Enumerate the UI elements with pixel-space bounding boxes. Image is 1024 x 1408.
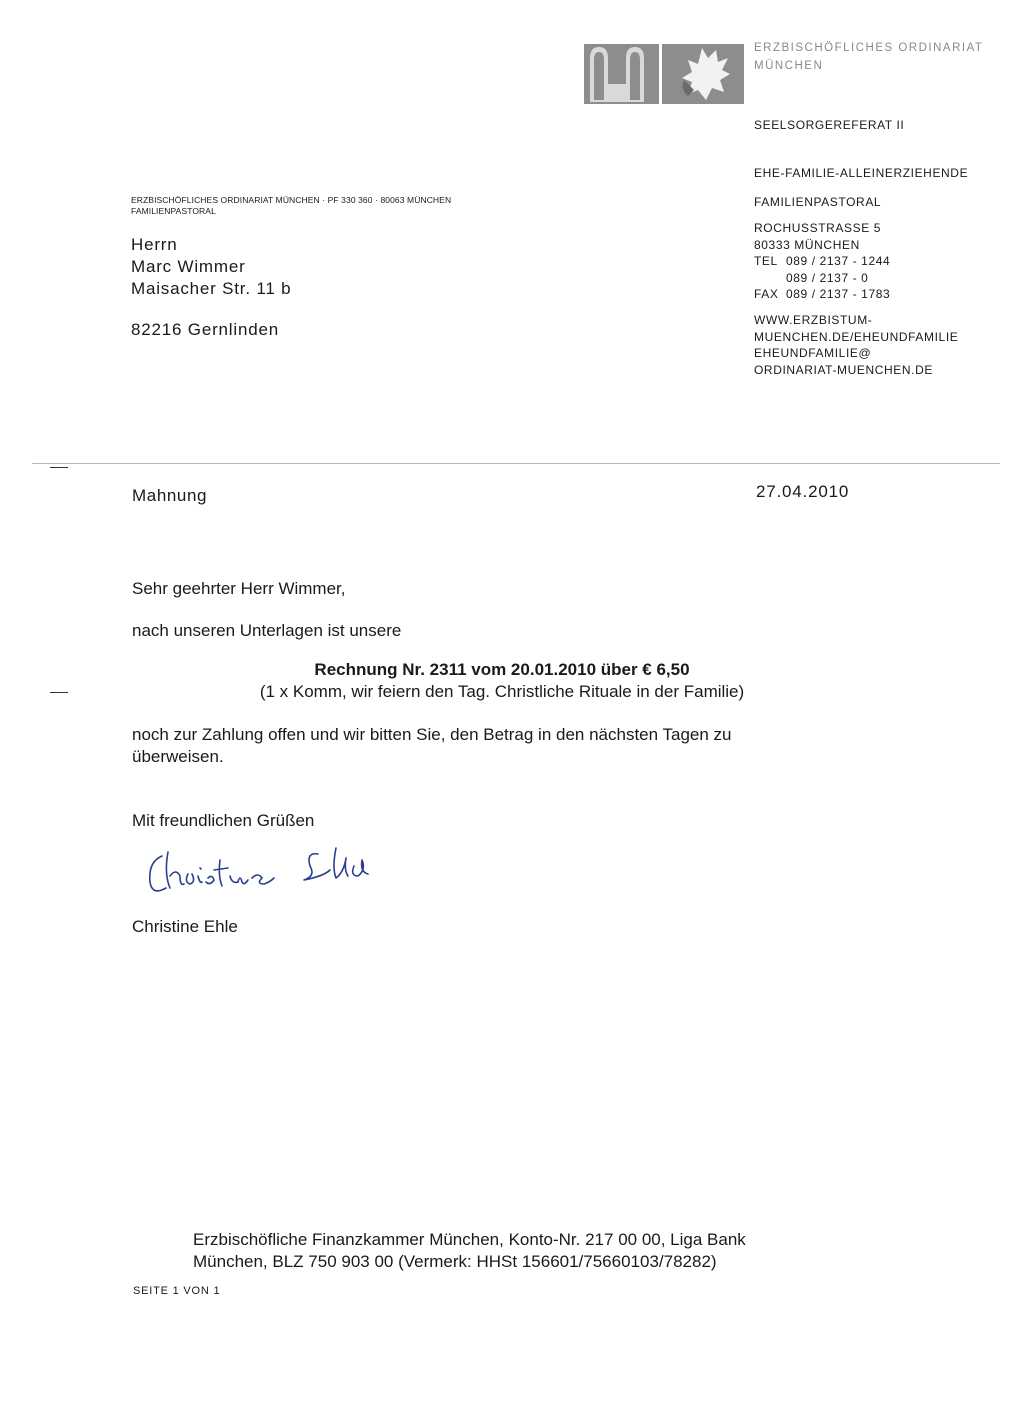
contact-fax [754, 286, 890, 303]
contact-address [754, 220, 890, 303]
organization-line2: MÜNCHEN [754, 60, 824, 72]
contact-street: ROCHUSSTRASSE 5 [754, 221, 882, 235]
department: SEELSORGEREFERAT II [754, 118, 905, 132]
payment-request [132, 724, 732, 768]
sender-line2: FAMILIENPASTORAL [131, 206, 216, 216]
greeting: Sehr geehrter Herr Wimmer, [132, 579, 346, 598]
fold-line [32, 463, 1000, 464]
invoice-line: Rechnung Nr. 2311 vom 20.01.2010 über € 6,50 [314, 660, 690, 679]
subject: Mahnung [132, 486, 208, 505]
intro-text: nach unseren Unterlagen ist unsere [132, 621, 402, 640]
contact-online [754, 312, 958, 378]
letter-date: 27.04.2010 [756, 482, 850, 501]
tel-number-1: 089 / 2137 - 1244 [786, 254, 891, 268]
web-line1: WWW.ERZBISTUM- [754, 313, 873, 327]
fold-mark-top [50, 467, 68, 468]
bank-line1: Erzbischöfliche Finanzkammer München, Konto-Nr. 217 00 00, Liga Bank [193, 1230, 746, 1249]
request-line2: überweisen. [132, 747, 224, 766]
closing: Mit freundlichen Grüßen [132, 811, 315, 830]
bank-details [193, 1229, 746, 1273]
fax-number: 089 / 2137 - 1783 [786, 287, 891, 301]
recipient-city: 82216 Gernlinden [131, 320, 279, 339]
organization-line1: ERZBISCHÖFLICHES ORDINARIAT [754, 42, 984, 54]
contact-tel2 [754, 270, 890, 287]
request-line1: noch zur Zahlung offen und wir bitten Sie, den Betrag in den nächsten Tagen zu [132, 725, 732, 744]
recipient-name: Marc Wimmer [131, 257, 246, 276]
tel-number-2: 089 / 2137 - 0 [786, 270, 869, 285]
contact-city: 80333 MÜNCHEN [754, 237, 860, 252]
recipient-address [131, 234, 291, 300]
bank-line2: München, BLZ 750 903 00 (Vermerk: HHSt 156601/75660103/78282) [193, 1252, 717, 1271]
recipient-street: Maisacher Str. 11 b [131, 279, 292, 298]
sender-line1: ERZBISCHÖFLICHES ORDINARIAT MÜNCHEN · PF 330 360 · 80063 MÜNCHEN [131, 195, 452, 205]
fold-mark-middle [50, 692, 68, 693]
sender-return-address [131, 195, 451, 217]
web-line2: MUENCHEN.DE/EHEUNDFAMILIE [754, 329, 959, 344]
recipient-salutation: Herrn [131, 235, 178, 254]
invoice-detail: (1 x Komm, wir feiern den Tag. Christliche Rituale in der Familie) [259, 682, 745, 701]
email-line2: ORDINARIAT-MUENCHEN.DE [754, 362, 933, 377]
archdiocese-logo [584, 44, 744, 104]
email-line1: EHEUNDFAMILIE@ [754, 346, 872, 360]
page-number: SEITE 1 VON 1 [133, 1285, 221, 1297]
signer-name: Christine Ehle [132, 917, 238, 936]
tel-label: TEL [754, 254, 778, 268]
fax-label: FAX [754, 287, 779, 301]
subunit: FAMILIENPASTORAL [754, 195, 882, 209]
organization-name [754, 39, 983, 75]
contact-tel1 [754, 253, 890, 270]
handwritten-signature [140, 836, 410, 911]
unit: EHE-FAMILIE-ALLEINERZIEHENDE [754, 166, 969, 180]
